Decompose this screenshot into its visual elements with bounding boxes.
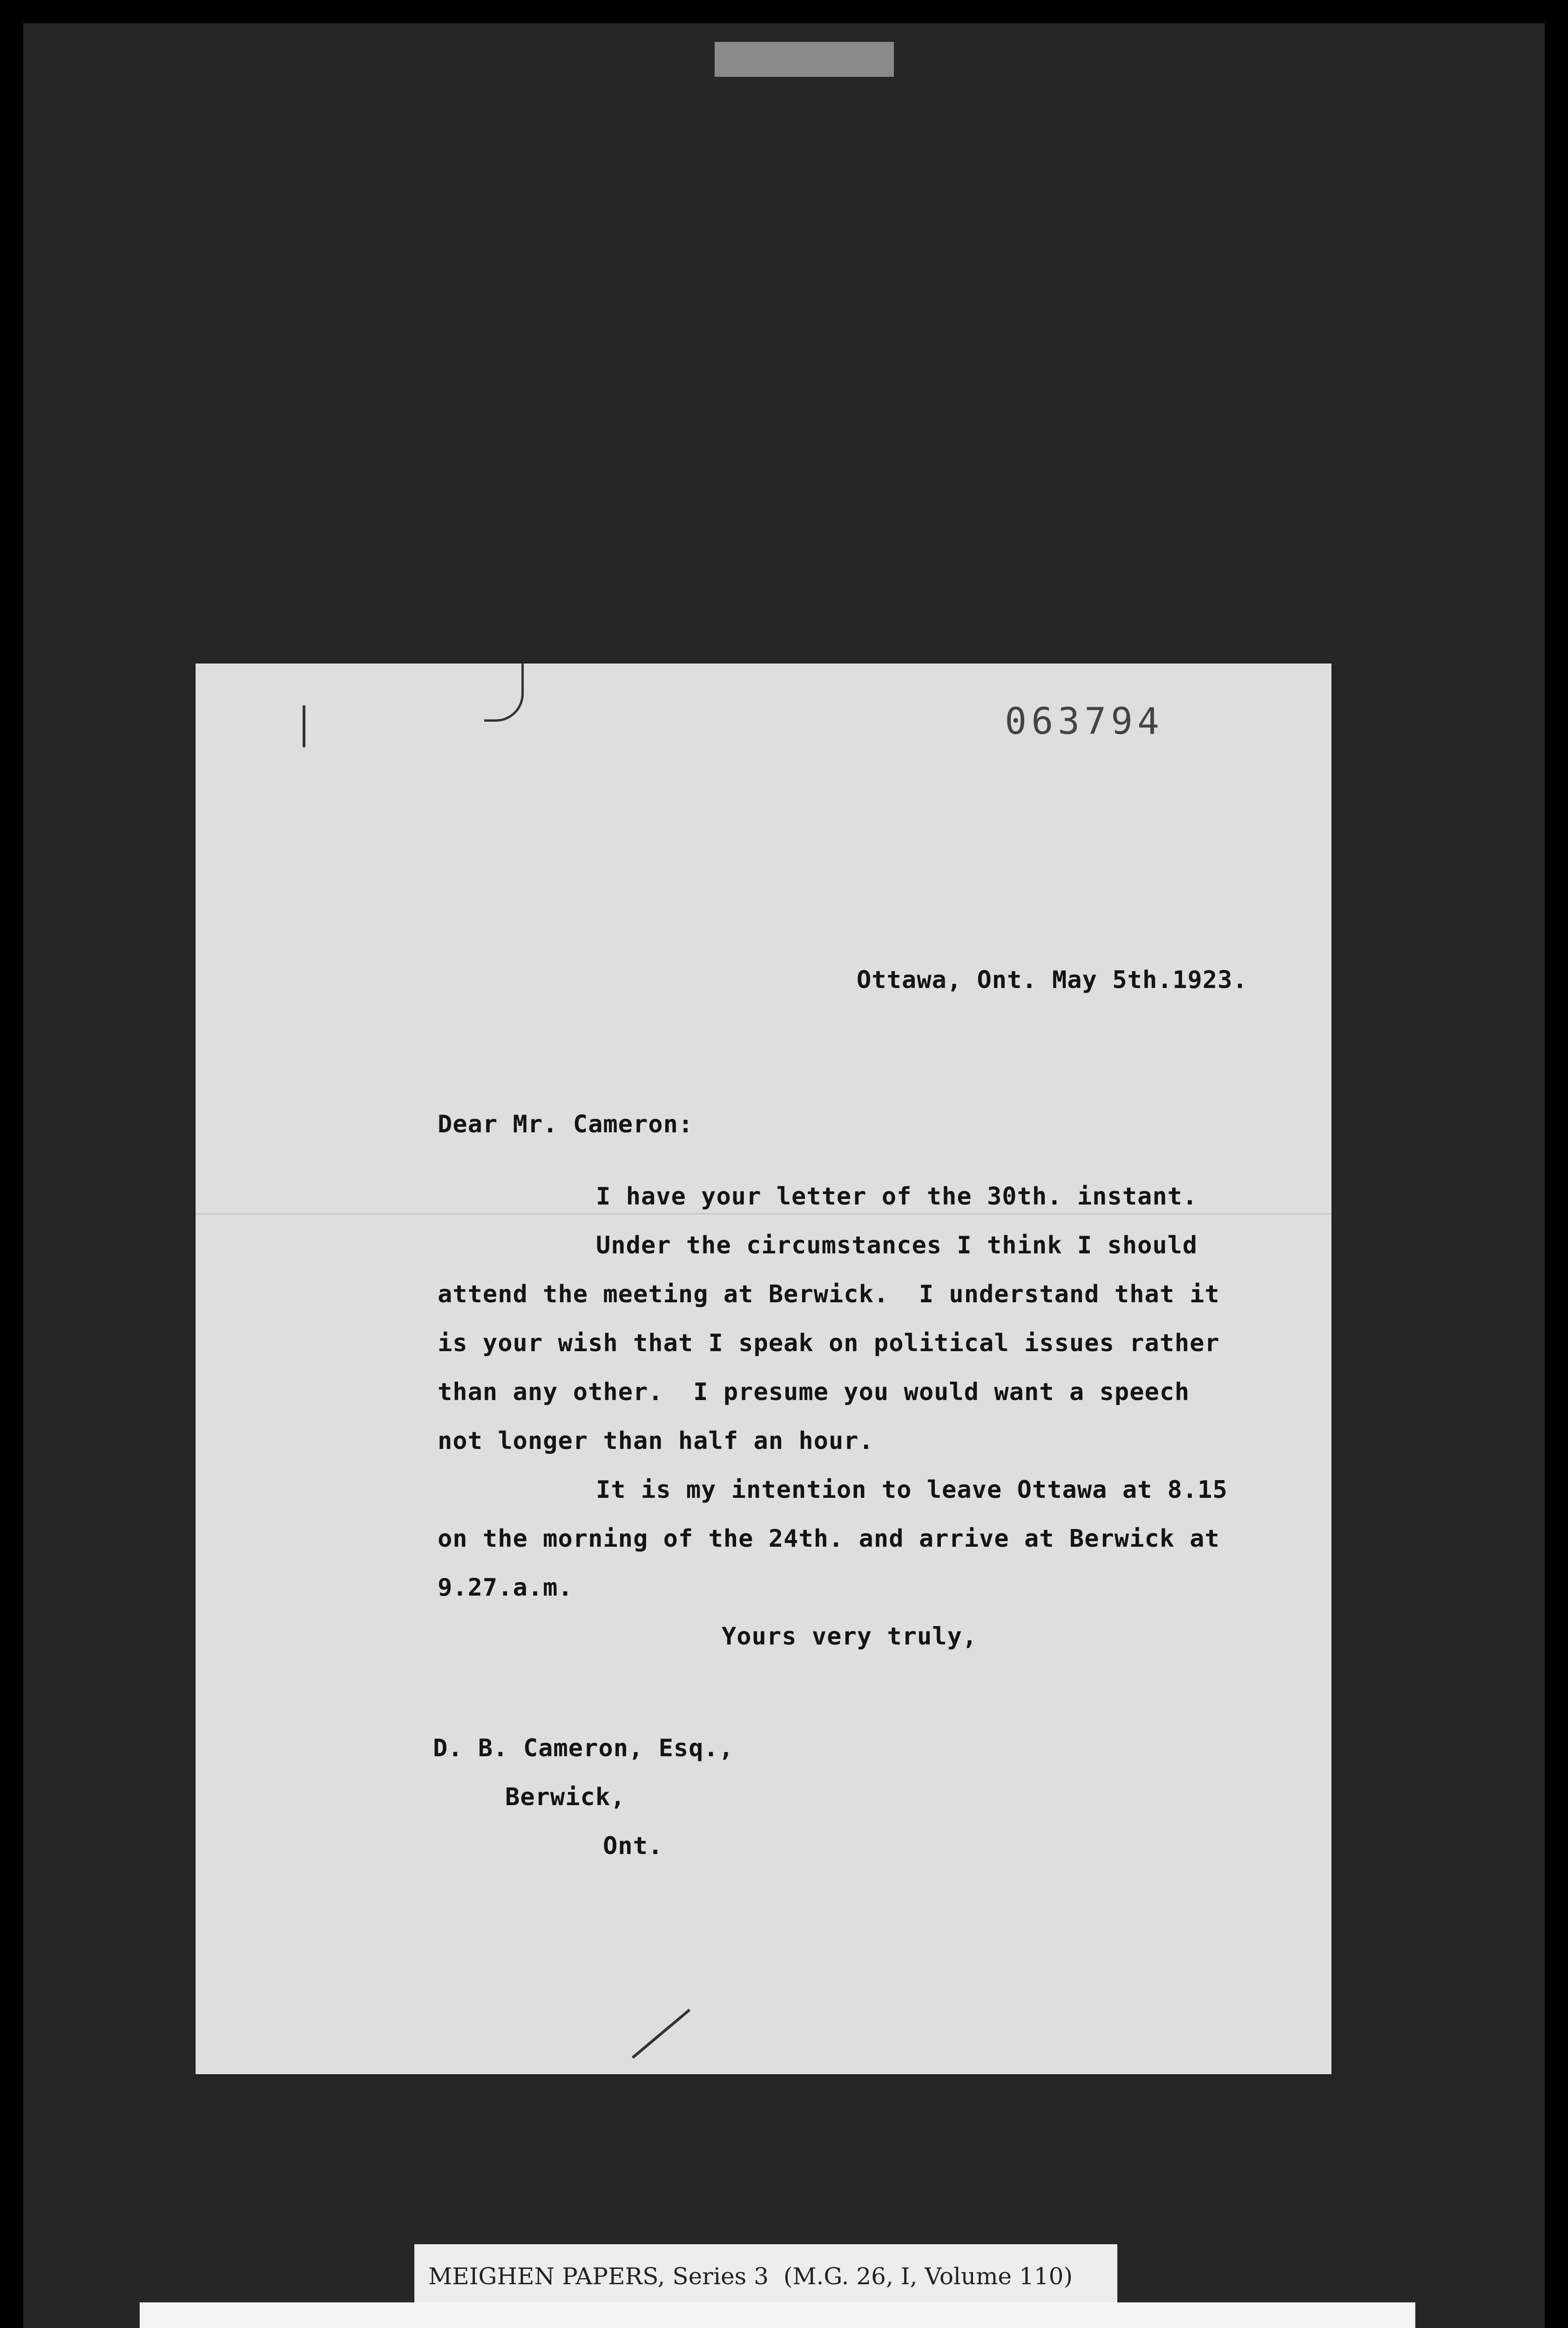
body-line: Under the circumstances I think I should — [596, 1232, 1198, 1259]
series-label-text: MEIGHEN PAPERS, Series 3 (M.G. 26, I, Volume 110) — [428, 2263, 1073, 2290]
body-line: 9.27.a.m. — [438, 1574, 573, 1602]
letter-page — [196, 663, 1331, 2074]
closing: Yours very truly, — [722, 1623, 978, 1651]
addressee-province: Ont. — [603, 1832, 663, 1860]
body-line: not longer than half an hour. — [438, 1427, 874, 1455]
place-date: Ottawa, Ont. May 5th.1923. — [857, 966, 1248, 994]
pencil-mark — [484, 663, 524, 722]
body-line: It is my intention to leave Ottawa at 8.15 — [596, 1476, 1228, 1504]
mounting-clip — [715, 42, 894, 77]
pencil-mark — [632, 2009, 690, 2058]
body-line: on the morning of the 24th. and arrive at Berwick at — [438, 1525, 1220, 1553]
pencil-mark — [303, 705, 305, 747]
fold-line — [196, 1213, 1331, 1215]
body-line: I have your letter of the 30th. instant. — [596, 1183, 1198, 1211]
archive-card — [140, 2302, 1415, 2328]
addressee-name: D. B. Cameron, Esq., — [433, 1734, 734, 1762]
body-line: than any other. I presume you would want a speech — [438, 1378, 1190, 1406]
body-line: attend the meeting at Berwick. I understand that it — [438, 1280, 1220, 1308]
body-line: is your wish that I speak on political issues rather — [438, 1329, 1220, 1357]
addressee-town: Berwick, — [505, 1783, 626, 1811]
document-number: 063794 — [1005, 701, 1164, 743]
salutation: Dear Mr. Cameron: — [438, 1110, 694, 1138]
